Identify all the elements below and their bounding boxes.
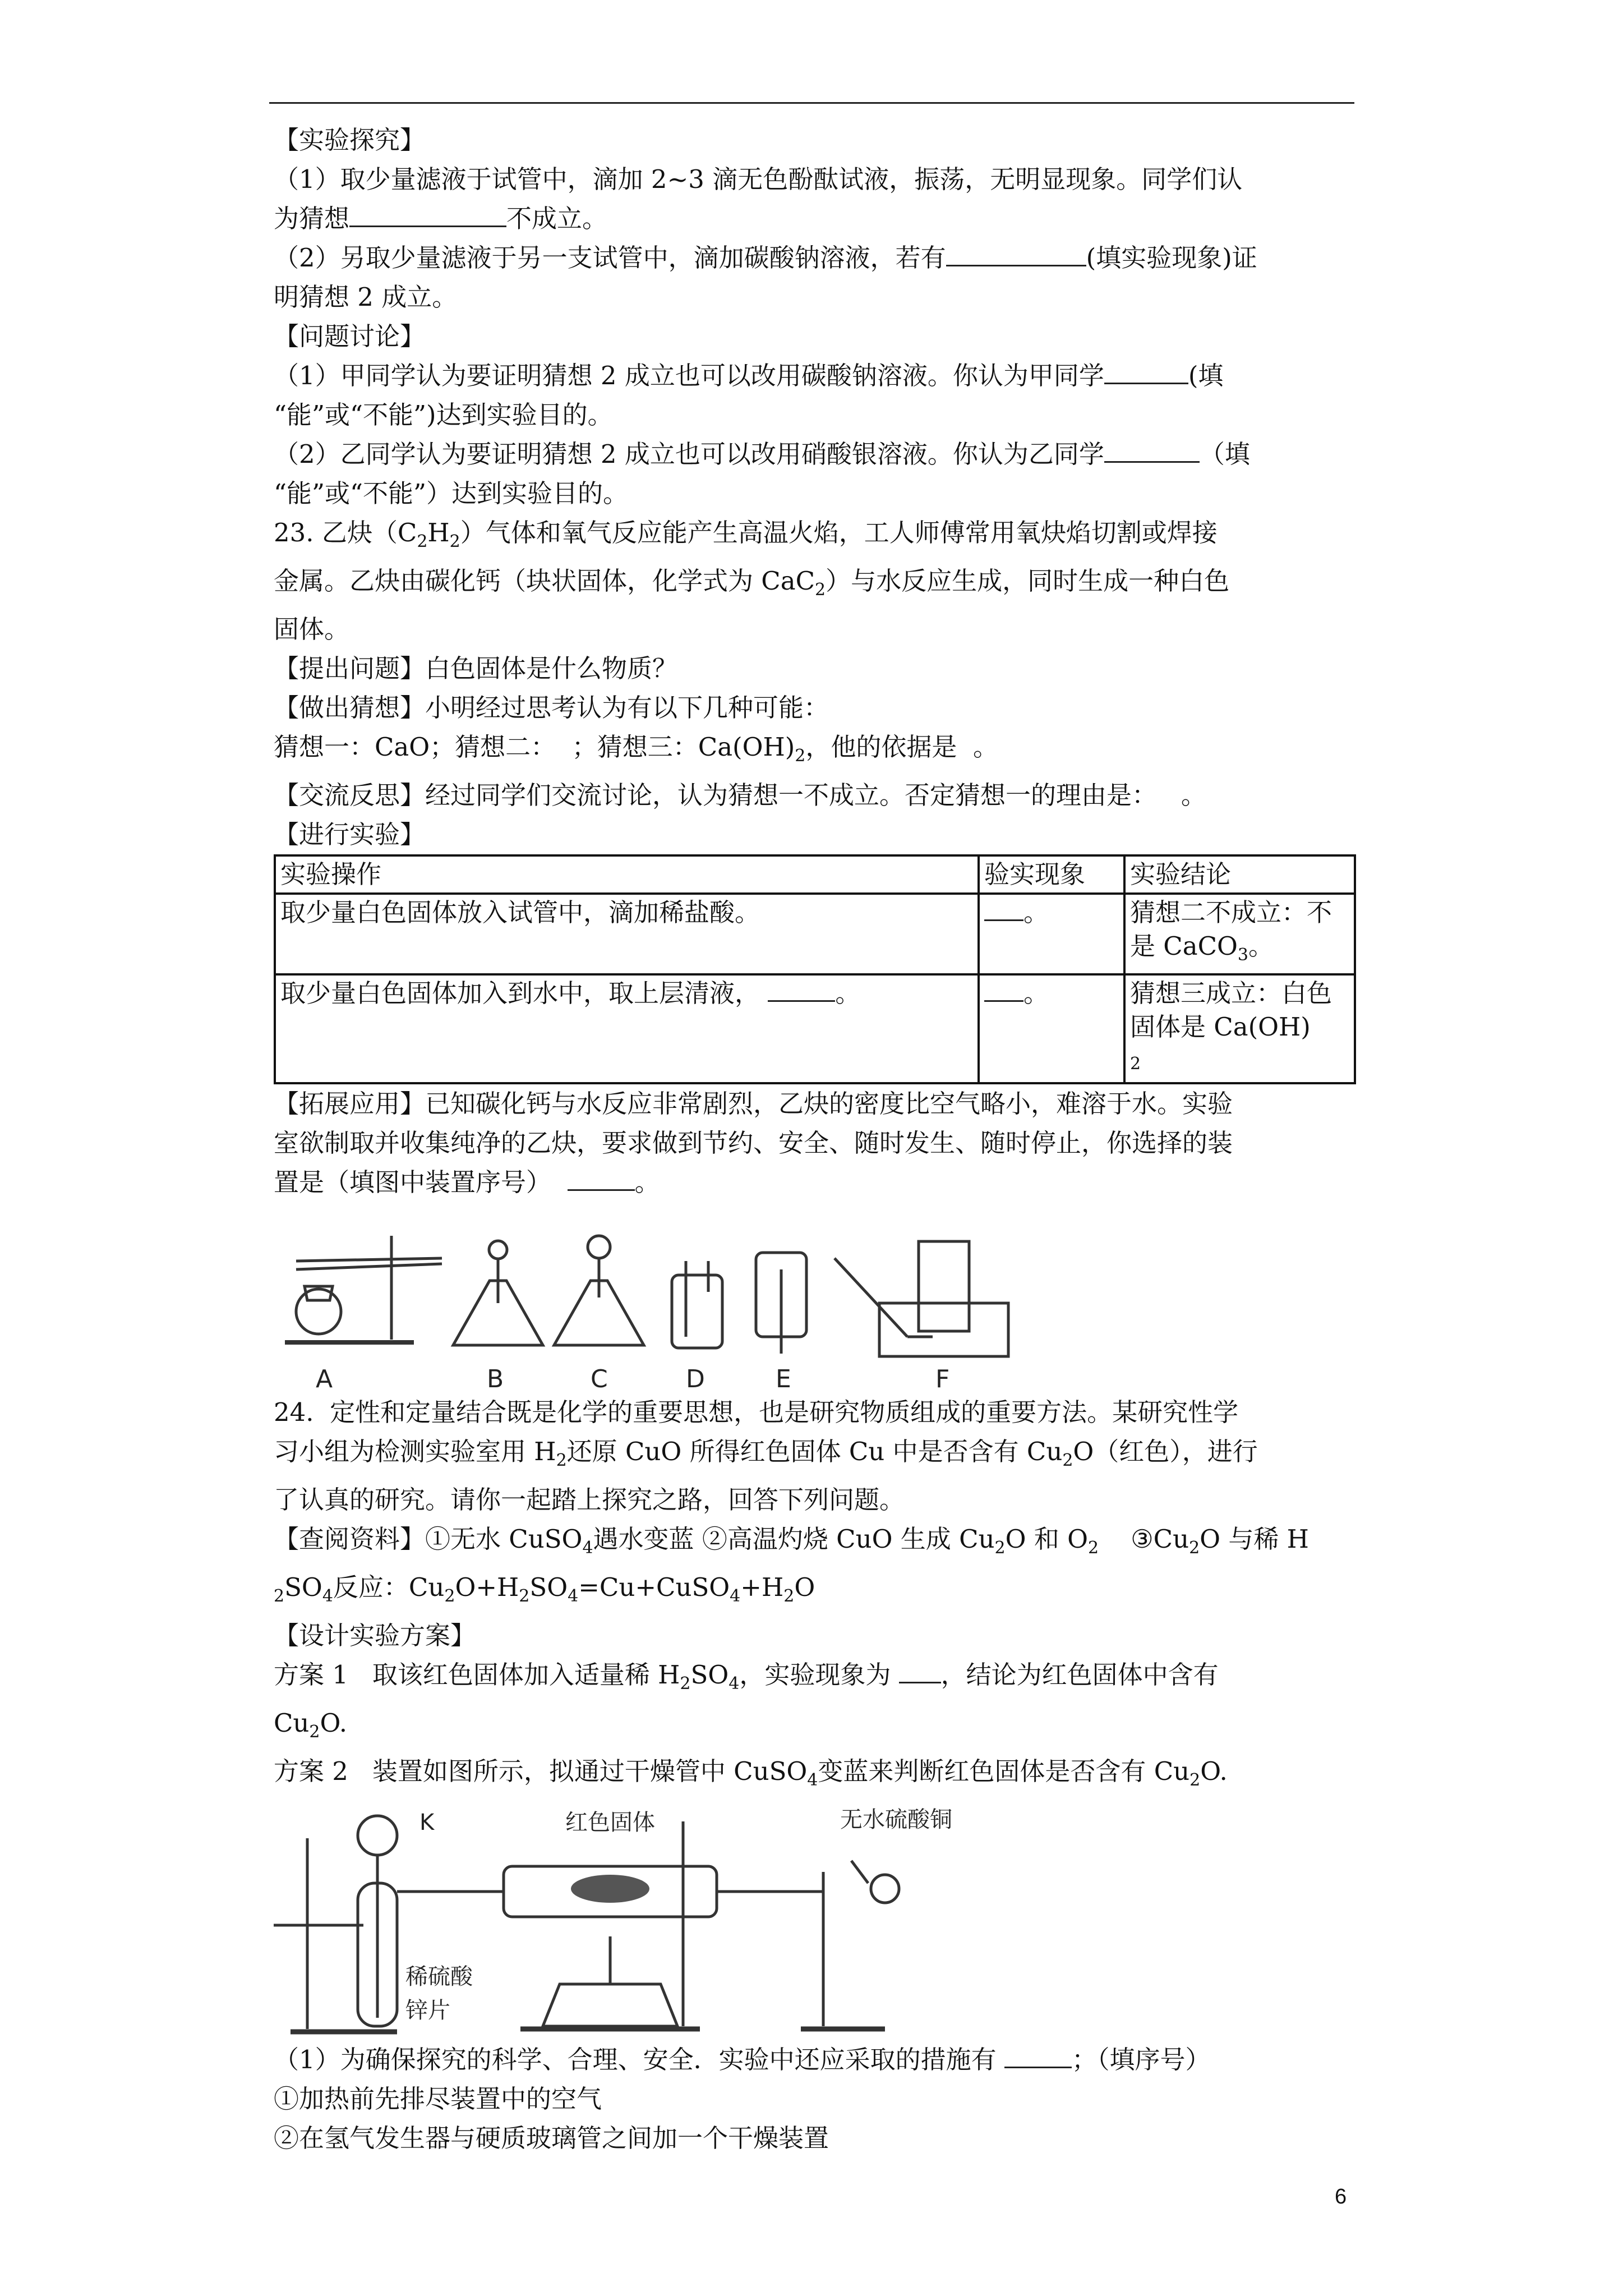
answer-blank[interactable]	[768, 978, 835, 1002]
exp2-line2: 明猜想 2 成立。	[274, 282, 458, 312]
table-header-cell: 验实现象	[979, 855, 1124, 894]
q24-line3: 了认真的研究。请你一起踏上探究之路，回答下列问题。	[274, 1485, 905, 1515]
disc1-line2: “能”或“不能”)达到实验目的。	[274, 400, 613, 430]
exp1-line1: （1）取少量滤液于试管中，滴加 2~3 滴无色酚酞试液，振荡，无明显现象。同学们认	[274, 164, 1243, 194]
label-anhydrous-copper-sulfate: 无水硫酸铜	[840, 1807, 952, 1833]
answer-blank[interactable]	[349, 203, 506, 227]
q24-plan2: 方案 2 装置如图所示，拟通过干燥管中 CuSO$_4$变蓝来判断红色固体是否含有 $Cu_2O$.	[274, 1756, 1228, 1790]
table-row	[275, 894, 1355, 974]
table-header-row	[275, 855, 1355, 894]
disc2-line1: （2）乙同学认为要证明猜想 2 成立也可以改用硝酸银溶液。你认为乙同学 （填	[274, 439, 1250, 469]
section-title-experiment: 【实验探究】	[274, 125, 426, 155]
table-cell: 猜想三成立：白色固体是 Ca(OH) 2	[1124, 974, 1355, 1083]
header-rule	[269, 102, 1354, 104]
q23-line1: 23. 乙炔$(C_2H_2)$气体和氧气反应能产生高温火焰，工人师傅常用氧炔焰切割或焊接	[274, 518, 1218, 551]
disc2-line2: “能”或“不能”）达到实验目的。	[274, 478, 629, 508]
apparatus-diagram	[274, 1208, 1020, 1393]
table-header-cell: 实验操作	[275, 855, 979, 894]
label-red-solid: 红色固体	[565, 1810, 655, 1835]
figure-labels	[316, 1365, 949, 1393]
q24-sub1: （1）为确保探究的科学、合理、安全．实验中还应采取的措施有 ；（填序号）	[274, 2045, 1211, 2074]
apparatus-figure-hydrogen-reduction	[274, 1805, 969, 2040]
q23-extend-line3: 置是（填图中装置序号） 。	[274, 1167, 660, 1197]
answer-blank[interactable]	[984, 897, 1023, 921]
fig-label-d: D	[686, 1365, 705, 1393]
q23-reflect: 【交流反思】经过同学们交流讨论，认为猜想一不成立。否定猜想一的理由是： 。	[274, 780, 1206, 810]
q24-option-2: ②在氢气发生器与硬质玻璃管之间加一个干燥装置	[274, 2123, 829, 2153]
q23-guess: 【做出猜想】小明经过思考认为有以下几种可能：	[274, 693, 829, 723]
table-header-cell: 实验结论	[1124, 855, 1355, 894]
fig-label-b: B	[487, 1365, 504, 1393]
fig-label-f: F	[935, 1365, 950, 1393]
q23-extend-line2: 室欲制取并收集纯净的乙炔，要求做到节约、安全、随时发生、随时停止，你选择的装	[274, 1128, 1233, 1158]
answer-blank[interactable]	[1104, 360, 1188, 384]
label-zinc: 锌片	[405, 1998, 450, 2023]
experiment-table	[274, 854, 1356, 1084]
q24-design: 【设计实验方案】	[274, 1621, 476, 1650]
answer-blank[interactable]	[1004, 2044, 1072, 2068]
answer-blank[interactable]	[899, 1659, 941, 1683]
fig-label-e: E	[776, 1365, 791, 1393]
fig-label-c: C	[591, 1365, 608, 1393]
q23-line3: 固体。	[274, 614, 350, 644]
section-title-discussion: 【问题讨论】	[274, 321, 426, 351]
disc1-line1: （1）甲同学认为要证明猜想 2 成立也可以改用碳酸钠溶液。你认为甲同学 (填	[274, 361, 1224, 390]
exp1-line2: 为猜想 不成立。	[274, 204, 608, 233]
q24-reference-line2: $_2SO_4$反应：$Cu_2O+H_2SO_4=Cu+CuSO_4+H_2O$	[274, 1572, 815, 1606]
answer-blank[interactable]	[984, 978, 1023, 1002]
apparatus-figure-a-to-f	[274, 1208, 1020, 1393]
answer-blank[interactable]	[946, 242, 1086, 266]
page-number: 6	[1335, 2185, 1347, 2208]
table-cell: 猜想二不成立：不是 CaCO$_3$。	[1124, 894, 1355, 974]
label-dilute-sulfuric-acid: 稀硫酸	[405, 1964, 473, 1990]
q24-reference-line1: 【查阅资料】①无水 CuSO$_4$遇水变蓝 ②高温灼烧 CuO 生成 $Cu_2O$ 和 $O_2$ $③Cu_2O$ 与稀 H	[274, 1524, 1309, 1558]
q23-line2: 金属。乙炔由碳化钙（块状固体，化学式为 CaC$_2$）与水反应生成，同时生成一种白色	[274, 566, 1230, 600]
table-cell: 取少量白色固体放入试管中，滴加稀盐酸。	[275, 894, 979, 974]
table-row	[275, 974, 1355, 1083]
q23-extend-line1: 【拓展应用】已知碳化钙与水反应非常剧烈，乙炔的密度比空气略小，难溶于水。实验	[274, 1089, 1233, 1119]
apparatus-diagram	[274, 1805, 969, 2040]
table-cell: 。	[979, 974, 1124, 1083]
table-cell: 取少量白色固体加入到水中，取上层清液， 。	[275, 974, 979, 1083]
q23-ask: 【提出问题】白色固体是什么物质？	[274, 654, 678, 683]
q24-plan1-line2: $Cu_2O$.	[274, 1708, 348, 1742]
answer-blank[interactable]	[568, 1167, 635, 1191]
page-content	[274, 121, 1356, 2158]
fig-label-a: A	[316, 1365, 333, 1393]
answer-blank[interactable]	[1104, 439, 1200, 463]
exp2-line1: （2）另取少量滤液于另一支试管中，滴加碳酸钠溶液，若有 (填实验现象)证	[274, 243, 1257, 273]
q24-option-1: ①加热前先排尽装置中的空气	[274, 2084, 602, 2114]
label-k: K	[419, 1810, 435, 1835]
table-cell: 。	[979, 894, 1124, 974]
q24-plan1-line1: 方案 1 取该红色固体加入适量稀 $H_2SO_4$，实验现象为 ，结论为红色固体中含有	[274, 1660, 1219, 1694]
q23-guess-line: 猜想一：CaO；猜想二： ；猜想三：$Ca(OH)_2$，他的依据是 。	[274, 732, 998, 766]
figure-labels	[405, 1807, 952, 2023]
q24-line2: 习小组为检测实验室用 $H_2$还原 CuO 所得红色固体 Cu 中是否含有 $Cu_2O$（红色），进行	[274, 1437, 1258, 1470]
q24-line1: 24. 定性和定量结合既是化学的重要思想，也是研究物质组成的重要方法。某研究性学	[274, 1397, 1239, 1427]
q23-do-experiment: 【进行实验】	[274, 820, 426, 849]
